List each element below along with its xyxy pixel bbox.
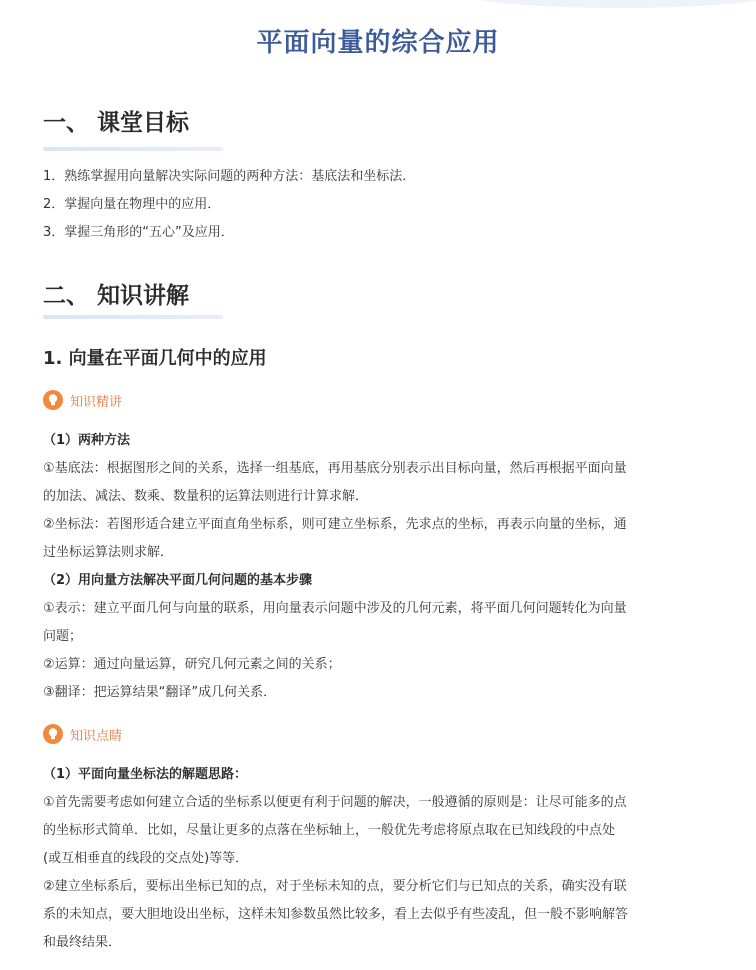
text-line: 和最终结果． [43, 935, 122, 950]
text-line: 的加法、减法、数乘、数量积的运算法则进行计算求解． [43, 489, 369, 504]
text-line: ②建立坐标系后，要标出坐标已知的点，对于坐标未知的点，要分析它们与已知点的关系，确实没有联 [43, 879, 627, 894]
text-line: 问题； [43, 629, 83, 644]
text-line: 系的未知点，要大胆地设出坐标，这样未知参数虽然比较多，看上去似乎有些凌乱，但一般不影响解答 [43, 907, 629, 922]
tag-knowledge-highlights [43, 724, 122, 744]
tag-label: 知识点睛 [70, 728, 123, 744]
part-title-two-methods: （1）两种方法 [43, 433, 131, 448]
text-line: 过坐标运算法则求解． [43, 545, 174, 560]
section-heading-knowledge: 二、 知识讲解 [43, 283, 190, 309]
lightbulb-icon [43, 724, 63, 744]
objective-item-1: 1．熟练掌握用向量解决实际问题的两种方法：基底法和坐标法． [43, 169, 416, 184]
objective-item-2: 2．掌握向量在物理中的应用． [43, 197, 221, 212]
part-title-coordinate-approach: （1）平面向量坐标法的解题思路： [43, 767, 248, 782]
text-line: ②运算：通过向量运算，研究几何元素之间的关系； [43, 657, 341, 672]
text-line: 的坐标形式简单．比如，尽量让更多的点落在坐标轴上，一般优先考虑将原点取在已知线段的中点处 [43, 823, 616, 838]
part-title-steps: （2）用向量方法解决平面几何问题的基本步骤 [43, 573, 313, 588]
page-title: 平面向量的综合应用 [256, 28, 500, 58]
sub-heading-geometry: 1. 向量在平面几何中的应用 [43, 348, 267, 369]
lightbulb-icon [43, 390, 63, 410]
text-line: (或互相垂直的线段的交点处)等等． [43, 851, 249, 866]
section-heading-objectives: 一、 课堂目标 [43, 110, 190, 136]
objective-item-3: 3．掌握三角形的“五心”及应用． [43, 225, 234, 240]
decorative-header-arc [470, 0, 756, 8]
text-line: ③翻译：把运算结果“翻译”成几何关系． [43, 685, 277, 700]
tag-label: 知识精讲 [70, 394, 123, 410]
section-underline [43, 315, 223, 319]
text-line: ①基底法：根据图形之间的关系，选择一组基底，再用基底分别表示出目标向量，然后再根据平面向量 [43, 461, 627, 476]
section-underline [43, 147, 223, 151]
text-line: ①表示：建立平面几何与向量的联系，用向量表示问题中涉及的几何元素，将平面几何问题转化为向量 [43, 601, 627, 616]
text-line: ②坐标法：若图形适合建立平面直角坐标系，则可建立坐标系，先求点的坐标，再表示向量的坐标，通 [43, 517, 627, 532]
tag-knowledge-lecture [43, 390, 122, 410]
text-line: ①首先需要考虑如何建立合适的坐标系以便更有利于问题的解决，一般遵循的原则是：让尽可能多的点 [43, 795, 627, 810]
